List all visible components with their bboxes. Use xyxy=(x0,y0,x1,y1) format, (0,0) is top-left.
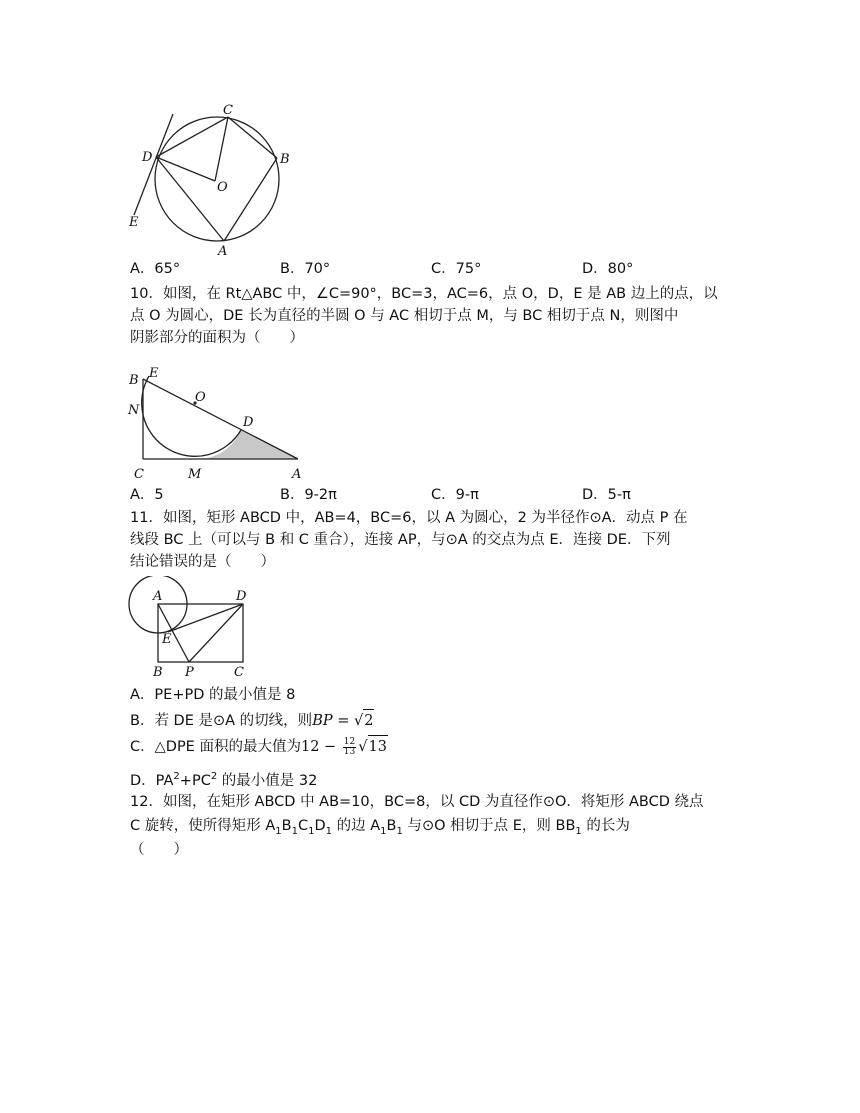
text: B xyxy=(386,818,397,834)
segment-ad xyxy=(156,157,224,241)
math-eq: = xyxy=(332,713,354,729)
option-letter: D． xyxy=(582,261,608,277)
q10-option-c xyxy=(431,484,479,506)
superscript: 2 xyxy=(173,771,180,782)
option-text-rest: 的最小值是 32 xyxy=(217,772,318,789)
label-n: N xyxy=(128,403,140,418)
text: C 旋转，使所得矩形 A xyxy=(130,818,276,834)
option-letter: A． xyxy=(130,487,155,503)
text: D xyxy=(314,818,326,834)
q10-option-d xyxy=(582,484,631,506)
subscript: 1 xyxy=(396,825,403,837)
label-m: M xyxy=(188,467,202,482)
text: 的长为 xyxy=(581,818,630,834)
option-letter: D． xyxy=(582,487,608,503)
label-d: D xyxy=(236,589,247,604)
q10-line-2: 点 O 为圆心，DE 长为直径的半圆 O 与 AC 相切于点 M，与 BC 相切于点 N，则图中 xyxy=(130,308,679,324)
label-a: A xyxy=(153,589,163,604)
option-letter: C． xyxy=(431,487,456,503)
option-letter: A． xyxy=(130,687,155,703)
q11-option-b xyxy=(130,709,374,732)
option-text: PE+PD 的最小值是 8 xyxy=(154,687,296,703)
option-text: 若 DE 是⊙A 的切线，则 xyxy=(154,713,313,729)
subscript: 1 xyxy=(575,825,582,837)
math-value: 12 − xyxy=(300,739,341,755)
q10-line-1: 10．如图，在 Rt△ABC 中，∠C=90°，BC=3，AC=6，点 O，D，E 是 AB 边上的点，以 xyxy=(130,286,718,302)
label-o: O xyxy=(195,390,206,405)
q9-option-d xyxy=(582,258,633,280)
label-e: E xyxy=(129,215,139,230)
q11-line-1: 11．如图，矩形 ABCD 中，AB=4，BC=6，以 A 为圆心，2 为半径作⊙A．动点 P 在 xyxy=(130,510,688,526)
q10-line-3: 阴影部分的面积为（ ） xyxy=(130,330,304,346)
fraction-numerator: 12 xyxy=(343,736,356,747)
option-letter: A． xyxy=(130,261,155,277)
label-e: E xyxy=(149,366,159,381)
sqrt-sign: √ xyxy=(353,713,364,729)
label-d: D xyxy=(243,415,254,430)
option-letter: B． xyxy=(280,261,305,277)
label-e: E xyxy=(162,632,172,647)
q11-line-3: 结论错误的是（ ） xyxy=(130,554,275,570)
text: 的边 A xyxy=(332,818,381,834)
text: B xyxy=(281,818,292,834)
sqrt-sign: √ xyxy=(358,739,368,755)
q9-option-b xyxy=(280,258,330,280)
q9-option-c xyxy=(431,258,481,280)
q12-line-1: 12．如图，在矩形 ABCD 中 AB=10，BC=8，以 CD 为直径作⊙O．将矩形 ABCD 绕点 xyxy=(130,794,704,810)
label-d: D xyxy=(142,150,153,165)
label-p: P xyxy=(185,665,194,680)
segment-do xyxy=(156,157,215,181)
option-text: 80° xyxy=(607,261,634,277)
text: C xyxy=(297,818,309,834)
fraction xyxy=(343,738,356,757)
option-text-pc: +PC xyxy=(179,772,211,789)
label-b: B xyxy=(153,665,163,680)
q12-line-3: （ ） xyxy=(130,842,188,858)
label-b: B xyxy=(280,152,290,167)
q11-option-c xyxy=(130,735,388,758)
label-c: C xyxy=(223,103,233,118)
q11-option-a xyxy=(130,684,295,706)
q11-option-d xyxy=(130,766,317,792)
option-text-pa: PA xyxy=(155,772,174,789)
option-text: 5-π xyxy=(607,487,631,503)
q9-figure xyxy=(120,100,320,260)
tangent-line xyxy=(134,114,173,215)
label-o: O xyxy=(217,180,228,195)
q10-option-a xyxy=(130,484,164,506)
option-text: △DPE 面积的最大值为 xyxy=(154,739,301,755)
semicircle-o xyxy=(142,376,241,456)
fraction-denominator: 13 xyxy=(343,746,356,757)
segment-pd xyxy=(189,604,243,662)
option-letter: C． xyxy=(130,739,155,755)
option-text: 75° xyxy=(455,261,482,277)
sqrt-radicand: 13 xyxy=(368,735,388,758)
option-letter: B． xyxy=(280,487,305,503)
subscript: 1 xyxy=(275,825,282,837)
option-letter: D． xyxy=(130,772,156,789)
text: 与⊙O 相切于点 E，则 BB xyxy=(402,818,576,834)
q9-option-a xyxy=(130,258,180,280)
option-letter: B． xyxy=(130,713,155,729)
subscript: 1 xyxy=(291,825,298,837)
math-bp: BP xyxy=(312,713,333,729)
label-b: B xyxy=(129,373,139,388)
segment-dc xyxy=(156,117,228,157)
segment-cb xyxy=(228,117,277,158)
option-text: 9-2π xyxy=(304,487,337,503)
segment-oc xyxy=(215,117,228,181)
segment-ed xyxy=(168,604,243,632)
label-a: A xyxy=(292,467,302,482)
superscript: 2 xyxy=(210,771,218,782)
option-text: 65° xyxy=(154,261,181,277)
q11-figure xyxy=(122,576,258,680)
subscript: 1 xyxy=(308,825,315,837)
subscript: 1 xyxy=(380,825,387,837)
label-c: C xyxy=(234,665,244,680)
q10-figure xyxy=(122,362,312,484)
option-text: 9-π xyxy=(455,487,479,503)
q12-line-2 xyxy=(130,815,630,843)
label-c: C xyxy=(134,467,144,482)
hypotenuse-ab xyxy=(143,379,298,459)
option-text: 70° xyxy=(304,261,331,277)
label-a: A xyxy=(218,244,228,259)
q10-option-b xyxy=(280,484,337,506)
sqrt-radicand: 2 xyxy=(363,709,374,732)
option-letter: C． xyxy=(431,261,456,277)
subscript: 1 xyxy=(325,825,333,837)
segment-ba xyxy=(224,158,277,241)
option-text: 5 xyxy=(154,487,164,503)
q11-line-2: 线段 BC 上（可以与 B 和 C 重合），连接 AP，与⊙A 的交点为点 E．连接 DE．下列 xyxy=(130,532,671,548)
